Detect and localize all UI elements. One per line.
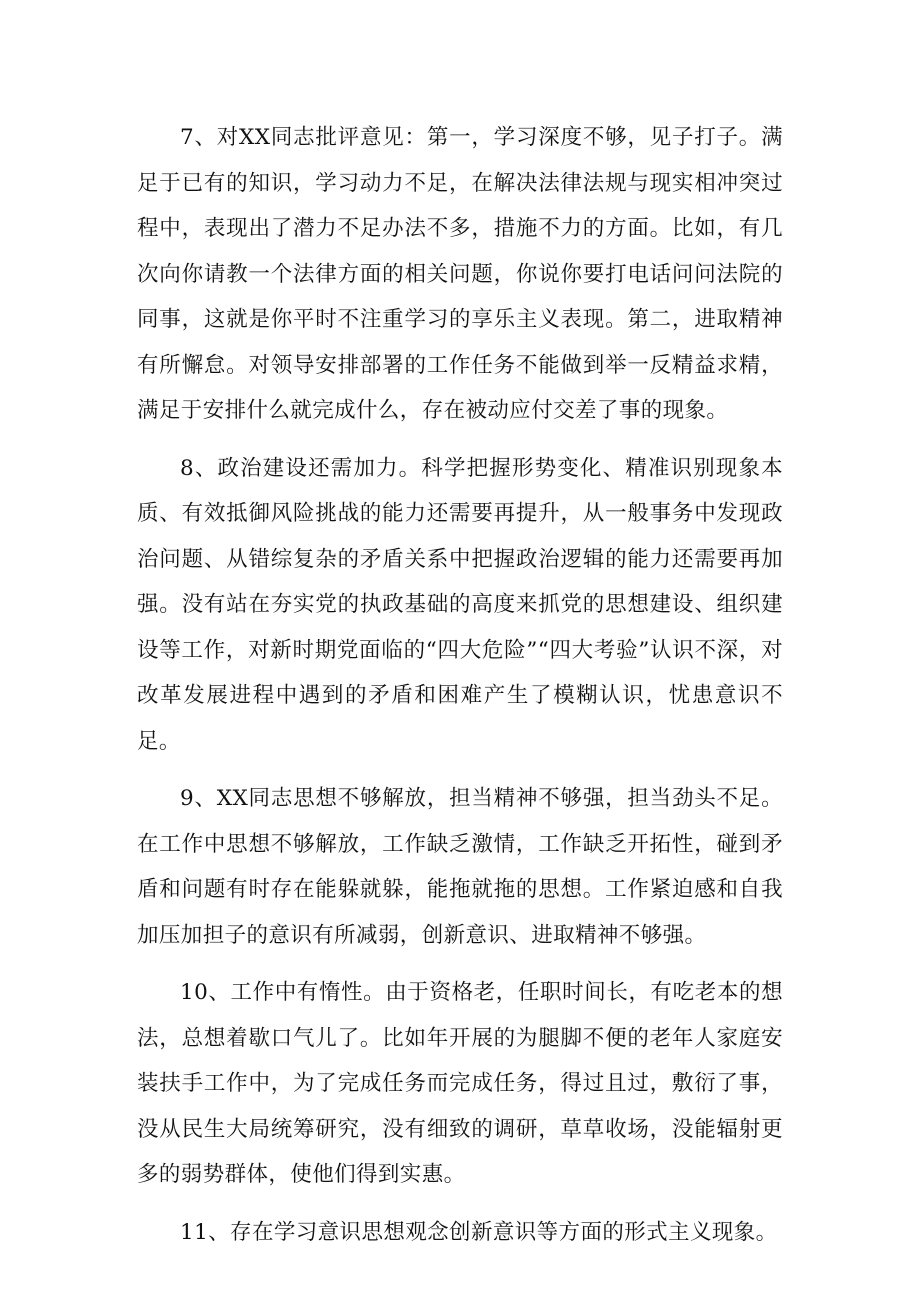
paragraph-10: 10、工作中有惰性。由于资格老，任职时间长，有吃老本的想法，总想着歇口气儿了。比如年开展的为腿脚不便的老年人家庭安装扶手工作中，为了完成任务而完成任务，得过且过，敷衍了事，没从民生大局统筹研究，没有细致的调研，草草收场，没能辐射更多的弱势群体，使他们得到实惠。 bbox=[137, 980, 783, 1187]
document-body bbox=[137, 115, 783, 1255]
paragraph-7: 7、对XX同志批评意见：第一，学习深度不够，见子打子。满足于已有的知识，学习动力不足，在解决法律法规与现实相冲突过程中，表现出了潜力不足办法不多，措施不力的方面。比如，有几次向你请教一个法律方面的相关问题，你说你要打电话问问法院的同事，这就是你平时不注重学习的享乐主义表现。第二，进取精神有所懈怠。对领导安排部署的工作任务不能做到举一反精益求精，满足于安排什么就完成什么，存在被动应付交差了事的现象。 bbox=[137, 125, 783, 423]
paragraph-8: 8、政治建设还需加力。科学把握形势变化、精准识别现象本质、有效抵御风险挑战的能力还需要再提升，从一般事务中发现政治问题、从错综复杂的矛盾关系中把握政治逻辑的能力还需要再加强。没有站在夯实党的执政基础的高度来抓党的思想建设、组织建设等工作，对新时期党面临的“四大危险”“四大考验”认识不深，对改革发展进程中遇到的矛盾和困难产生了模糊认识，忧患意识不足。 bbox=[137, 455, 783, 754]
paragraph-9: 9、XX同志思想不够解放，担当精神不够强，担当劲头不足。在工作中思想不够解放，工作缺乏激情，工作缺乏开拓性，碰到矛盾和问题有时存在能躲就躲，能拖就拖的思想。工作紧迫感和自我加压加担子的意识有所减弱，创新意识、进取精神不够强。 bbox=[137, 786, 783, 948]
paragraph-11: 11、存在学习意识思想观念创新意识等方面的形式主义现象。 bbox=[180, 1219, 778, 1245]
